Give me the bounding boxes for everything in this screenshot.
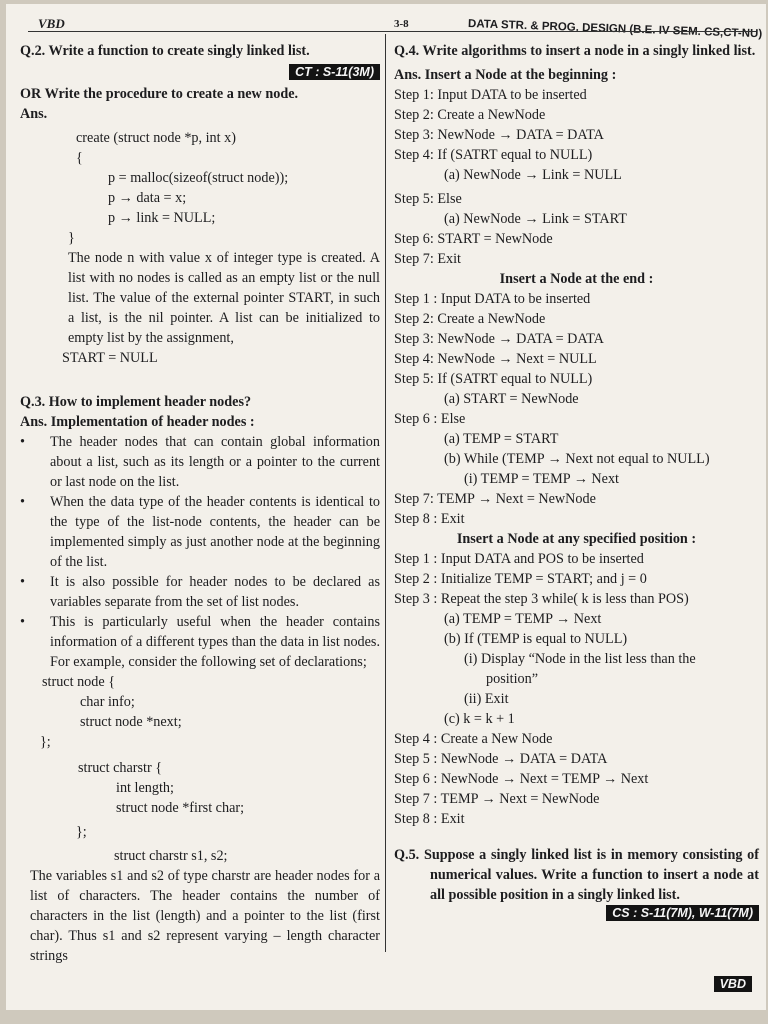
step-line: Step 5: If (SATRT equal to NULL) (394, 371, 593, 387)
footer-logo: VBD (714, 976, 752, 992)
step-line: Step 6 : NewNode → Next = TEMP → Next (394, 771, 649, 787)
step-line: Step 3: NewNode → DATA = DATA (394, 331, 604, 347)
code-line: struct node { (42, 674, 116, 690)
page-number: 3-8 (394, 18, 409, 30)
end-heading: Insert a Node at the end : (499, 271, 654, 287)
step-line: Step 4 : Create a New Node (394, 731, 553, 747)
step-line: Step 6: START = NewNode (394, 231, 553, 247)
running-title: DATA STR. & PROG. DESIGN (B.E. IV SEM. CS,CT-NU) (467, 18, 763, 41)
left-column (20, 41, 380, 966)
q2-ans-label: Ans. (20, 106, 48, 122)
step-line: (c) k = k + 1 (444, 711, 515, 727)
code-line: p = malloc(sizeof(struct node)); (108, 170, 289, 186)
header-rule (28, 31, 756, 32)
bullet-text: This is particularly useful when the header contains information of a different types than the data in list nodes. For example, consider the following set of declarations; (50, 614, 380, 670)
step-line: Step 6 : Else (394, 411, 466, 427)
header-logo: VBD (38, 16, 65, 31)
q2-title: Q.2. Write a function to create singly linked list. (20, 43, 310, 59)
q2-or-question: OR Write the procedure to create a new node. (20, 86, 299, 102)
closing-paragraph: The variables s1 and s2 of type charstr are header nodes for a list of characters. The header contains the number of characters in the list (length) and a pointer to the list (first char). Thus s1 and s2 represent varying – length character strings (30, 868, 380, 964)
code-line: char info; (80, 694, 135, 710)
step-line: (a) TEMP = TEMP → Next (444, 611, 602, 627)
position-heading: Insert a Node at any specified position : (456, 531, 697, 547)
step-line: (a) NewNode → Link = NULL (444, 167, 622, 183)
step-line: Step 8 : Exit (394, 811, 465, 827)
q3-title: Q.3. How to implement header nodes? (20, 394, 252, 410)
q4-title: Q.4. Write algorithms to insert a node in a singly linked list. (394, 43, 756, 59)
bullet-item (20, 492, 380, 572)
q2-exam-tag: CT : S-11(3M) (289, 64, 380, 80)
step-line: (i) Display “Node in the list less than the (464, 651, 696, 667)
step-line: (ii) Exit (464, 691, 509, 707)
code-line: struct node *next; (80, 714, 182, 730)
step-line: Step 2: Create a NewNode (394, 107, 546, 123)
end-steps (394, 289, 759, 529)
bullet-text: The header nodes that can contain global information about a list, such as its length or a pointer to the current or last node on the list. (50, 434, 380, 490)
code-line: int length; (116, 780, 174, 796)
code-line: } (68, 230, 75, 246)
q2-explanation: The node n with value x of integer type is created. A list with no nodes is called as an empty list or the null list. The value of the external pointer START, in such a list, is the nil pointer. A list can be initialized to empty list by the assignment, (68, 250, 380, 346)
code-line: struct node *first char; (116, 800, 245, 816)
document-page (6, 4, 766, 1010)
step-line: (a) NewNode → Link = START (444, 211, 627, 227)
code-line: }; (76, 824, 87, 840)
step-line: (b) While (TEMP → Next not equal to NULL) (444, 451, 710, 467)
step-line: Step 2 : Initialize TEMP = START; and j = 0 (394, 571, 647, 587)
q5-title: Q.5. Suppose a singly linked list is in memory consisting of numerical values. Write a function to insert a node at all possible position in a singly linked list. (394, 847, 759, 903)
step-line: Step 7: Exit (394, 251, 461, 267)
struct-declarations (20, 672, 380, 866)
bullet-text: It is also possible for header nodes to be declared as variables separate from the set of list nodes. (50, 574, 380, 610)
step-line: Step 7 : TEMP → Next = NewNode (394, 791, 600, 807)
column-divider (385, 34, 386, 952)
begin-heading: Ans. Insert a Node at the beginning : (394, 67, 617, 83)
create-code-block (20, 128, 380, 248)
position-steps (394, 549, 759, 829)
step-line: Step 3: NewNode → DATA = DATA (394, 127, 604, 143)
step-line: Step 8 : Exit (394, 511, 465, 527)
step-line: Step 2: Create a NewNode (394, 311, 546, 327)
q5-exam-tag: CS : S-11(7M), W-11(7M) (606, 905, 759, 921)
code-line: }; (40, 734, 51, 750)
step-line: Step 4: If (SATRT equal to NULL) (394, 147, 593, 163)
step-line: (i) TEMP = TEMP → Next (464, 471, 620, 487)
code-line: p → link = NULL; (108, 210, 216, 226)
bullet-icon: • (20, 494, 25, 510)
begin-steps (394, 85, 759, 269)
bullet-text: When the data type of the header contents is identical to the type of the list-node contents, the header can be implemented simply as just another node at the beginning of the list. (50, 494, 380, 570)
step-line: Step 1: Input DATA to be inserted (394, 87, 587, 103)
bullet-icon: • (20, 574, 25, 590)
bullet-item (20, 432, 380, 492)
code-line: struct charstr s1, s2; (114, 848, 228, 864)
bullet-item (20, 612, 380, 672)
q2-assignment: START = NULL (62, 350, 158, 366)
code-line: { (76, 150, 83, 166)
step-line: position” (486, 671, 539, 687)
step-line: (a) START = NewNode (444, 391, 579, 407)
step-line: Step 7: TEMP → Next = NewNode (394, 491, 596, 507)
q3-ans-heading: Ans. Implementation of header nodes : (20, 414, 255, 430)
step-line: Step 5: Else (394, 191, 462, 207)
bullet-icon: • (20, 614, 25, 630)
right-column (394, 41, 759, 923)
bullet-item (20, 572, 380, 612)
step-line: Step 1 : Input DATA and POS to be inserted (394, 551, 644, 567)
code-line: create (struct node *p, int x) (76, 130, 236, 146)
step-line: (a) TEMP = START (444, 431, 559, 447)
step-line: Step 4: NewNode → Next = NULL (394, 351, 597, 367)
code-line: struct charstr { (78, 760, 163, 776)
step-line: (b) If (TEMP is equal to NULL) (444, 631, 628, 647)
step-line: Step 5 : NewNode → DATA = DATA (394, 751, 608, 767)
bullet-icon: • (20, 434, 25, 450)
step-line: Step 3 : Repeat the step 3 while( k is less than POS) (394, 591, 689, 607)
step-line: Step 1 : Input DATA to be inserted (394, 291, 591, 307)
code-line: p → data = x; (108, 190, 187, 206)
